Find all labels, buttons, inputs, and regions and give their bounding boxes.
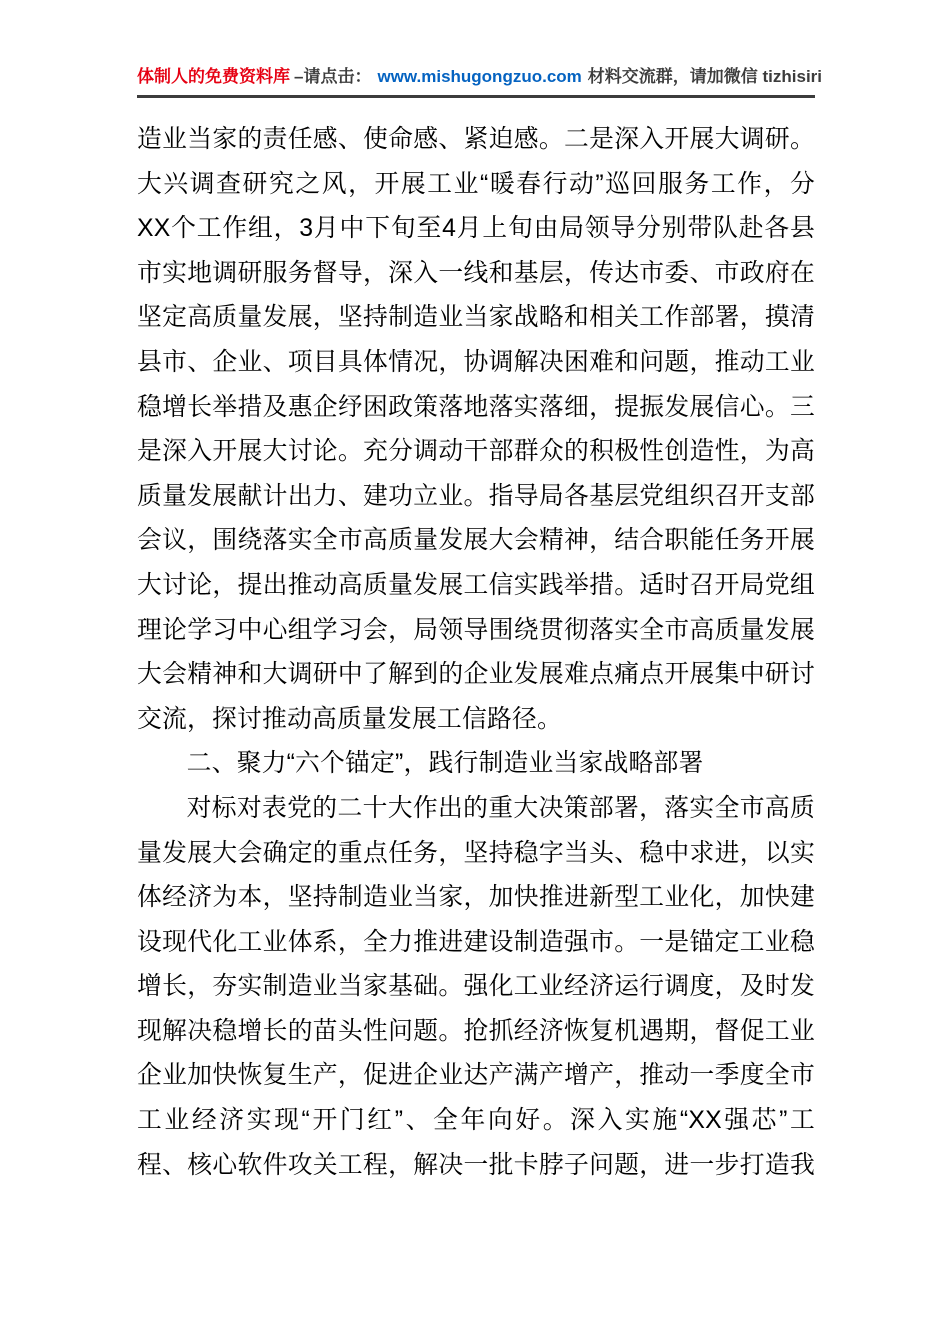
document-body: [137, 118, 815, 1188]
text-line: 坚定高质量发展，坚持制造业当家战略和相关工作部署，摸清: [137, 304, 815, 332]
text-line-paragraph-start: 对标对表党的二十大作出的重大决策部署，落实全市高质: [186, 794, 815, 822]
text-line: 理论学习中心组学习会，局领导围绕贯彻落实全市高质量发展: [137, 616, 815, 644]
text-line: 大兴调查研究之风，开展工业“暖春行动”巡回服务工作，分: [137, 170, 815, 198]
text-line: 程、核心软件攻关工程，解决一批卡脖子问题，进一步打造我: [137, 1151, 815, 1179]
text-line-paragraph-end: 交流，探讨推动高质量发展工信路径。: [137, 705, 562, 733]
promo-header: [137, 63, 823, 98]
text-line: 会议，围绕落实全市高质量发展大会精神，结合职能任务开展: [137, 527, 815, 555]
promo-brand-label: 体制人的免费资料库: [137, 67, 290, 86]
promo-website-link[interactable]: www.mishugongzuo.com: [377, 67, 582, 86]
text-line: 企业加快恢复生产，促进企业达产满产增产，推动一季度全市: [137, 1062, 815, 1090]
text-line: 县市、企业、项目具体情况，协调解决困难和问题，推动工业: [137, 348, 815, 376]
text-line: 工业经济实现“开门红”、全年向好。深入实施“XX强芯”工: [137, 1107, 815, 1135]
text-line: 市实地调研服务督导，深入一线和基层，传达市委、市政府在: [137, 259, 815, 287]
text-line: 大会精神和大调研中了解到的企业发展难点痛点开展集中研讨: [137, 661, 815, 689]
text-line: 质量发展献计出力、建功立业。指导局各基层党组织召开支部: [137, 482, 815, 510]
text-line: 是深入开展大讨论。充分调动干部群众的积极性创造性，为高: [137, 438, 815, 466]
text-line: XX个工作组，3月中下旬至4月上旬由局领导分别带队赴各县: [137, 215, 815, 243]
text-line: 大讨论，提出推动高质量发展工信实践举措。适时召开局党组: [137, 571, 815, 599]
promo-prompt-label: –请点击：: [294, 67, 372, 86]
promo-suffix-label: 材料交流群，请加微信 tizhisiri: [587, 67, 823, 86]
text-line: 量发展大会确定的重点任务，坚持稳字当头、稳中求进，以实: [137, 839, 815, 867]
section-heading: 二、聚力“六个锚定”，践行制造业当家战略部署: [186, 750, 704, 778]
text-line: 增长，夯实制造业当家基础。强化工业经济运行调度，及时发: [137, 973, 815, 1001]
text-line: 现解决稳增长的苗头性问题。抢抓经济恢复机遇期，督促工业: [137, 1017, 815, 1045]
text-line: 造业当家的责任感、使命感、紧迫感。二是深入开展大调研。: [137, 126, 815, 153]
text-line: 稳增长举措及惠企纾困政策落地落实落细，提振发展信心。三: [137, 393, 815, 421]
text-line: 体经济为本，坚持制造业当家，加快推进新型工业化，加快建: [137, 884, 815, 912]
text-line: 设现代化工业体系，全力推进建设制造强市。一是锚定工业稳: [137, 928, 815, 956]
